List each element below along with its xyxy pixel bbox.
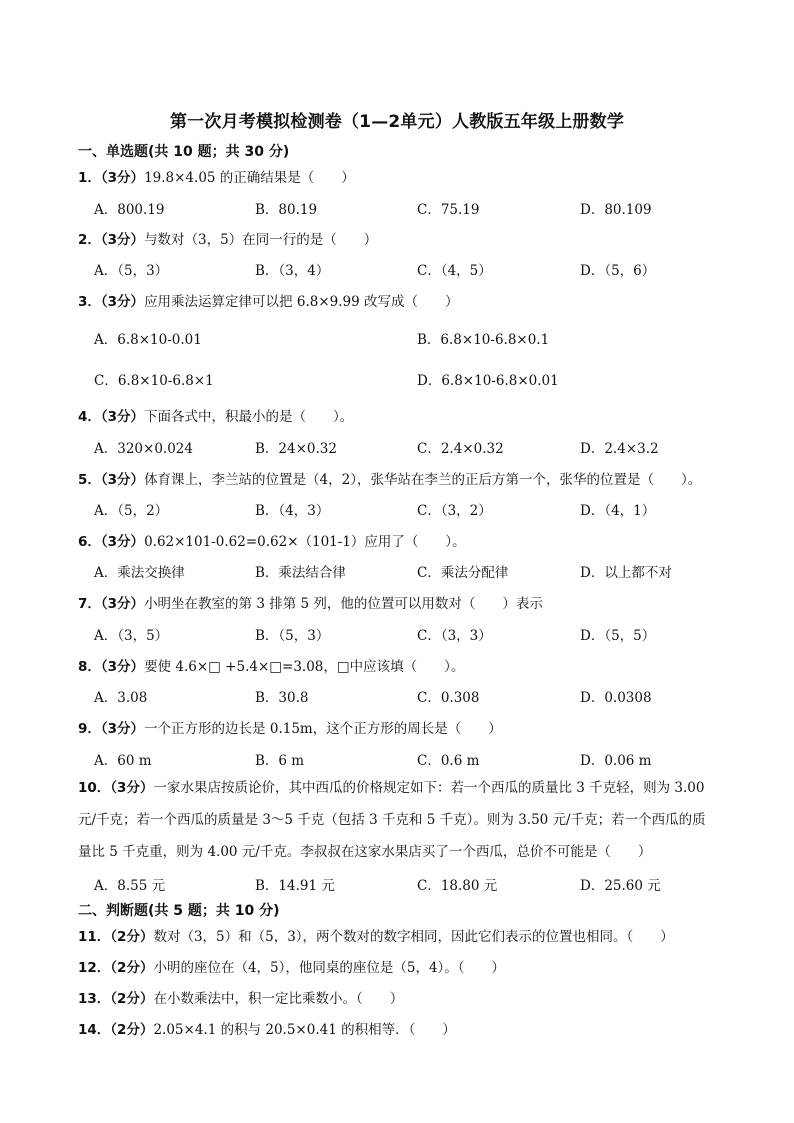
option-b[interactable]: B．14.91 元 xyxy=(255,878,335,894)
option-d[interactable]: D．（5，6） xyxy=(580,263,656,279)
question-number: 8． xyxy=(78,659,101,675)
option-a[interactable]: A．320×0.024 xyxy=(94,441,193,457)
question-score: （3分） xyxy=(100,534,145,550)
section-heading-true-false: 二、判断题(共 5 题；共 10 分) xyxy=(78,903,280,919)
option-c[interactable]: C．75.19 xyxy=(417,202,480,218)
question-4 xyxy=(78,405,353,425)
option-a[interactable]: A．乘法交换律 xyxy=(94,565,185,581)
question-text: 与数对（3，5）在同一行的是（ ） xyxy=(144,232,378,248)
question-score: （3分） xyxy=(110,780,154,796)
question-score: （3分） xyxy=(100,294,145,310)
question-number: 11． xyxy=(78,929,111,945)
question-score: （2分） xyxy=(110,1022,154,1038)
option-a[interactable]: A．（5，3） xyxy=(94,263,169,279)
question-text: 小明坐在教室的第 3 排第 5 列，他的位置可以用数对（ ）表示 xyxy=(144,596,543,612)
question-number: 7． xyxy=(78,596,101,612)
question-text-line: 一家水果店按质论价，其中西瓜的价格规定如下：若一个西瓜的质量比 3 千克轻，则为 3.00 xyxy=(153,780,705,796)
question-9 xyxy=(78,717,502,737)
question-7-options xyxy=(94,624,734,644)
option-d[interactable]: D．6.8×10-6.8×0.01 xyxy=(417,373,559,389)
question-5 xyxy=(78,468,701,488)
option-d[interactable]: D．0.0308 xyxy=(580,690,652,706)
question-text: 数对（3，5）和（5，3），两个数对的数字相同，因此它们表示的位置也相同。（ ） xyxy=(153,929,674,945)
question-8-options xyxy=(94,686,734,706)
question-text: 19.8×4.05 的正确结果是（ ） xyxy=(144,170,355,186)
option-b[interactable]: B．80.19 xyxy=(255,202,318,218)
question-14 xyxy=(78,1018,456,1038)
option-a[interactable]: A．（5，2） xyxy=(94,503,169,519)
option-d[interactable]: D．80.109 xyxy=(580,202,652,218)
option-b[interactable]: B．30.8 xyxy=(255,690,309,706)
option-b[interactable]: B．6 m xyxy=(255,753,305,769)
question-text: 体育课上，李兰站的位置是（4，2），张华站在李兰的正后方第一个，张华的位置是（ ）。 xyxy=(144,472,702,488)
question-1 xyxy=(78,166,355,186)
option-d[interactable]: D．2.4×3.2 xyxy=(580,441,659,457)
option-b[interactable]: B．6.8×10-6.8×0.1 xyxy=(417,332,550,348)
question-score: （3分） xyxy=(100,659,145,675)
page-title: 第一次月考模拟检测卷（1—2单元）人教版五年级上册数学 xyxy=(169,112,625,132)
question-1-options xyxy=(94,198,734,218)
option-c[interactable]: C．（3，3） xyxy=(417,628,492,644)
question-number: 14． xyxy=(78,1022,111,1038)
question-score: （3分） xyxy=(100,596,145,612)
question-number: 3． xyxy=(78,294,101,310)
question-score: （2分） xyxy=(110,929,154,945)
question-score: （3分） xyxy=(100,409,145,425)
option-c[interactable]: C．6.8×10-6.8×1 xyxy=(94,373,214,389)
question-text: 应用乘法运算定律可以把 6.8×9.99 改写成（ ） xyxy=(144,294,459,310)
question-13 xyxy=(78,987,403,1007)
option-c[interactable]: C．（3，2） xyxy=(417,503,492,519)
option-a[interactable]: A．60 m xyxy=(94,753,152,769)
question-10-line-1 xyxy=(78,772,738,804)
question-10-options xyxy=(94,874,734,894)
question-score: （3分） xyxy=(100,232,145,248)
question-6-options xyxy=(94,561,734,581)
question-9-options xyxy=(94,749,734,769)
question-score: （2分） xyxy=(110,991,154,1007)
question-text: 在小数乘法中，积一定比乘数小。（ ） xyxy=(153,991,404,1007)
option-d[interactable]: D．（5，5） xyxy=(580,628,656,644)
question-number: 13． xyxy=(78,991,111,1007)
question-3 xyxy=(78,290,458,310)
question-10-line-2: 元/千克；若一个西瓜的质量是 3～5 千克（包括 3 千克和 5 千克）。则为 3.50 元/千克；若一个西瓜的质 xyxy=(78,812,706,828)
option-d[interactable]: D．25.60 元 xyxy=(580,878,661,894)
question-number: 4． xyxy=(78,409,101,425)
option-a[interactable]: A．（3，5） xyxy=(94,628,169,644)
question-number: 1． xyxy=(78,170,101,186)
section-heading-single-choice: 一、单选题(共 10 题；共 30 分) xyxy=(78,144,290,160)
question-2 xyxy=(78,228,377,248)
option-d[interactable]: D．（4，1） xyxy=(580,503,656,519)
question-text: 0.62×101-0.62=0.62×（101-1）应用了（ ）。 xyxy=(144,534,466,550)
question-text: 一个正方形的边长是 0.15m，这个正方形的周长是（ ） xyxy=(144,721,502,737)
option-c[interactable]: C．（4，5） xyxy=(417,263,492,279)
question-3-options-row-2 xyxy=(94,369,734,389)
question-10-line-3: 量比 5 千克重，则为 4.00 元/千克。李叔叔在这家水果店买了一个西瓜，总价不可能是（ ） xyxy=(78,844,652,860)
question-number: 10． xyxy=(78,780,111,796)
question-12 xyxy=(78,956,505,976)
question-number: 6． xyxy=(78,534,101,550)
question-8 xyxy=(78,655,464,675)
option-b[interactable]: B．（5，3） xyxy=(255,628,330,644)
question-text: 2.05×4.1 的积与 20.5×0.41 的积相等．（ ） xyxy=(153,1022,456,1038)
question-10 xyxy=(78,772,738,868)
option-a[interactable]: A．3.08 xyxy=(94,690,148,706)
question-score: （2分） xyxy=(110,960,154,976)
option-c[interactable]: C．18.80 元 xyxy=(417,878,498,894)
option-c[interactable]: C．0.6 m xyxy=(417,753,480,769)
question-11 xyxy=(78,925,674,945)
option-b[interactable]: B．乘法结合律 xyxy=(255,565,346,581)
question-3-options-row-1 xyxy=(94,328,734,348)
option-c[interactable]: C．0.308 xyxy=(417,690,480,706)
question-4-options xyxy=(94,437,734,457)
question-text: 小明的座位在（4，5），他同桌的座位是（5，4）。（ ） xyxy=(153,960,506,976)
question-number: 9． xyxy=(78,721,101,737)
question-score: （3分） xyxy=(100,170,145,186)
option-a[interactable]: A．800.19 xyxy=(94,202,165,218)
option-a[interactable]: A．6.8×10-0.01 xyxy=(94,332,202,348)
option-c[interactable]: C．2.4×0.32 xyxy=(417,441,504,457)
question-number: 2． xyxy=(78,232,101,248)
question-text: 要使 4.6×□ +5.4×□=3.08，□中应该填（ ）。 xyxy=(144,659,465,675)
question-number: 12． xyxy=(78,960,111,976)
question-2-options xyxy=(94,259,734,279)
question-score: （3分） xyxy=(100,721,145,737)
question-6 xyxy=(78,530,466,550)
question-text: 下面各式中，积最小的是（ ）。 xyxy=(144,409,354,425)
question-7 xyxy=(78,592,543,612)
option-b[interactable]: B．（4，3） xyxy=(255,503,330,519)
option-b[interactable]: B．24×0.32 xyxy=(255,441,337,457)
option-b[interactable]: B．（3，4） xyxy=(255,263,330,279)
question-5-options xyxy=(94,499,734,519)
option-a[interactable]: A．8.55 元 xyxy=(94,878,166,894)
question-score: （3分） xyxy=(100,472,145,488)
option-d[interactable]: D．以上都不对 xyxy=(580,565,672,581)
question-number: 5． xyxy=(78,472,101,488)
option-d[interactable]: D．0.06 m xyxy=(580,753,652,769)
option-c[interactable]: C．乘法分配律 xyxy=(417,565,509,581)
